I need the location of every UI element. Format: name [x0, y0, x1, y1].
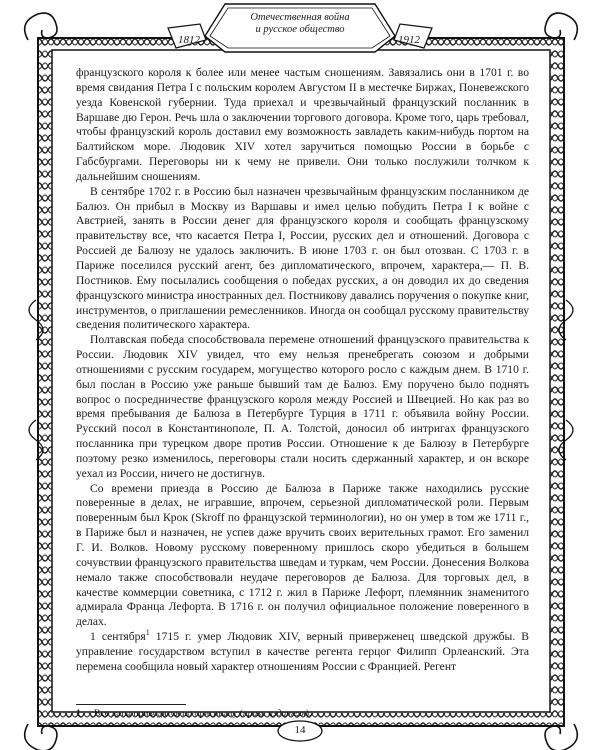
paragraph — [76, 630, 529, 675]
footnote-marker: 1 — [145, 628, 150, 638]
header-title-line-1: Отечественная война — [250, 12, 350, 23]
header-title-line-2: и русское общество — [255, 24, 345, 35]
header-year-left: 1812 — [178, 34, 200, 46]
paragraph-lead: 1 сентября — [90, 630, 146, 644]
body-text — [76, 66, 529, 675]
paragraph-rest: 1715 г. умер Людовик XIV, верный приверженец шведской дружбы. В управление государством вступил в качестве регента герцог Филипп Орлеанский. Эта перемена сообщила новый характер отношениям России с Францией. Регент — [76, 630, 529, 673]
footnote-divider — [76, 704, 186, 705]
paragraph: французского короля к более или менее частым сношениям. Завязались они в 1701 г. во время свидания Петра I с польским королем Августом II в местечке Биржах, Поневежского уезда Ковенской губернии. Туда приехал и чрезвычайный французский посланник в Варшаве дю Герон. Речь шла о заключении торгового договора. Кроме того, царь требовал, чтобы французский король доставил ему возможность завладеть каким-нибудь портом на Балтийском море. Людовик XIV хотел заручиться помощью России в борьбе с Габсбургами. Переговоры ни к чему не привели. Они только послужили толчком к дальнейшим сношениям. — [76, 66, 529, 183]
page-number: 14 — [294, 724, 306, 736]
header-year-right: 1912 — [398, 34, 420, 46]
footnote-text-after: ). — [305, 708, 312, 719]
footnote-text-before: Все даты приводятся по оригиналу ( — [94, 708, 243, 719]
paragraph: В сентябре 1702 г. в Россию был назначен чрезвычайным французским посланником де Балюз. Он прибыл в Москву из Варшавы и имел целью побудить Петра I к войне с Австрией, занять в России денег для французского короля и сообщать французскому правительству все, что касается Петра I, России, русских дел и отношений. Договора с Россией де Балюзу не удалось заключить. В июне 1703 г. он был отозван. С 1703 г. в Париже поселился русский агент, без дипломатического, впрочем, характера,— П. В. Постников. Ему посылались сообщения о победах русских, а он доводил их до сведения французского министра иностранных дел. Постникову давались поручения о покупке книг, инструментов, о приглашении ремесленников. Иногда он сообщал русскому правительству сведения политического характера. — [76, 184, 529, 332]
paragraph: Со времени приезда в Россию де Балюза в Париже также находились русские поверенные в делах, не игравшие, впрочем, серьезной дипломатической роли. Первым поверенным был Крок (Skroff по французской терминологии), но он умер в том же 1711 г., в Париже был и назначен, не успев даже вручить своих верительных грамот. Его заменил Г. И. Волков. Новому русскому поверенному пришлось скоро убедиться в большем сочувствии французского правительства шведам и туркам, чем России. Донесения Волкова немало также способствовали неудаче переговоров де Балюза. Для торговых дел, в качестве коммерции советника, с 1712 г. жил в Париже Лефорт, племянник знаменитого адмирала Франца Лефорта. В 1716 г. он получил официальное положение поверенного в делах. — [76, 481, 529, 629]
footnote-number: 1 — [76, 708, 81, 719]
footnote — [76, 708, 529, 720]
paragraph: Полтавская победа способствовала перемене отношений французского правительства к России. Людовик XIV увидел, что ему нельзя пренебрегать союзом и добрыми отношениями с русским государем, могущество которого росло с каждым днем. В 1710 г. был послан в Россию уже раньше бывший там де Балюз. Ему поручено было поднять вопрос о посредничестве французского короля между Россией и Швецией. Но как раз во время пребывания де Балюза в Петербурге Турция в 1711 г. объявила войну России. Русский посол в Константинополе, П. А. Толстой, доносил об интригах французского посланника при турецком дворе против России. Отношение к де Балюзу в Петербурге поэтому резко изменилось, переговоры стали носить сдержанный характер, и он вскоре уехал из России, ничего не достигнув. — [76, 333, 529, 480]
footnote-text-italic: прим. издателя — [242, 708, 306, 719]
running-header — [225, 6, 375, 46]
